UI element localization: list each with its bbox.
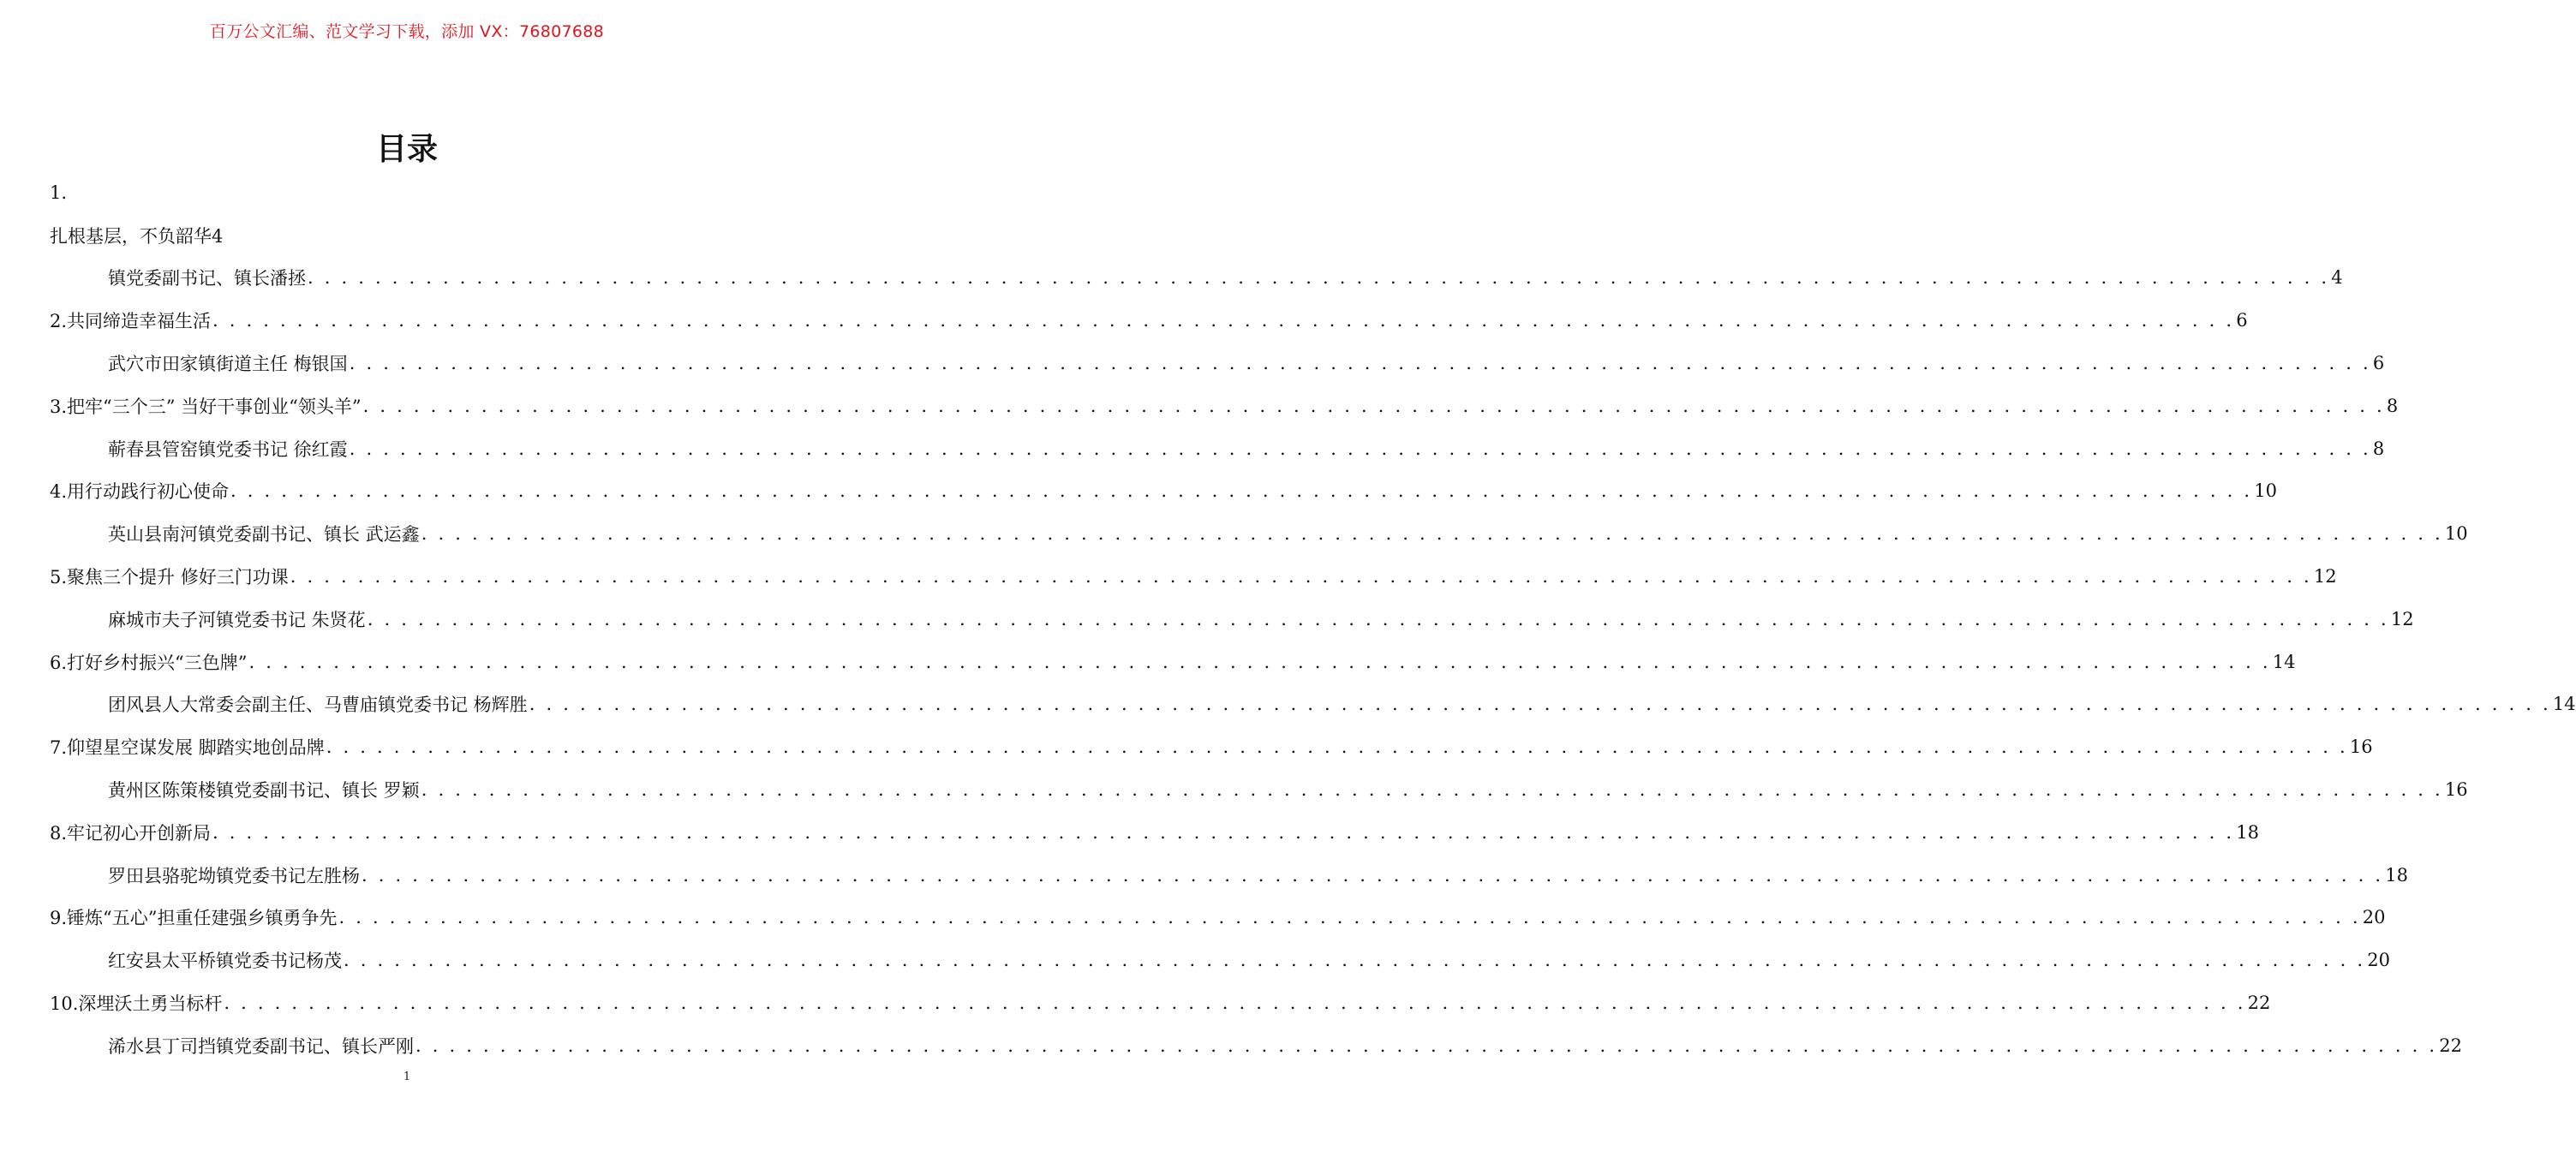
toc-subentry[interactable] — [50, 342, 2385, 385]
toc-entry-text: 罗田县骆驼坳镇党委书记左胜杨 — [108, 865, 360, 886]
toc-entry-text: 扎根基层，不负韶华4 — [50, 225, 224, 247]
page-number: 1 — [403, 1070, 411, 1083]
toc-subentry[interactable] — [50, 427, 2385, 470]
toc-entry-text: 5.聚焦三个提升 修好三门功课 — [50, 567, 289, 588]
toc-subentry[interactable] — [50, 1024, 2462, 1067]
toc-page-number: 4 — [2331, 267, 2343, 289]
toc-entry-text: 麻城市夫子河镇党委书记 朱贤花 — [108, 609, 366, 630]
toc-dot-leader: . . . . . . . . . . . . . . . . . . . . . . . . . . . . . . . . . . . . . . . . . . . . . . . . . . . . . . . . . . . . . . . . . . . . . . . . . . . . . . . . . . . . . . . . . . . . . . . . . . . . . . . . . . . . . . . . . . . . . . . . — [230, 480, 2253, 502]
toc-page-number: 8 — [2372, 438, 2385, 459]
toc-entry[interactable] — [50, 897, 2386, 939]
toc-dot-leader: . . . . . . . . . . . . . . . . . . . . . . . . . . . . . . . . . . . . . . . . . . . . . . . . . . . . . . . . . . . . . . . . . . . . . . . . . . . . . . . . . . . . . . . . . . . . . . . . . . . . . . . . . . . . . . . . . . . . . . . . — [421, 779, 2443, 801]
toc-page-number: 18 — [2385, 864, 2408, 886]
toc-entry[interactable] — [50, 725, 2373, 768]
toc-subentry[interactable] — [50, 683, 2576, 726]
toc-entry-text: 黄州区陈策楼镇党委副书记、镇长 罗颖 — [108, 780, 420, 802]
toc-page-number: 14 — [2552, 694, 2576, 715]
toc-entry[interactable] — [50, 214, 764, 257]
toc-dot-leader: . . . . . . . . . . . . . . . . . . . . . . . . . . . . . . . . . . . . . . . . . . . . . . . . . . . . . . . . . . . . . . . . . . . . . . . . . . . . . . . . . . . . . . . . . . . . . . . . . . . . . . . . . . . . . . . . . . . . . . . . — [326, 737, 2348, 758]
toc-page-number: 12 — [2390, 608, 2414, 629]
toc-entry-text: 10.深埋沃土勇当标杆 — [50, 993, 223, 1015]
toc-entry-text: 3.把牢“三个三” 当好干事创业“领头羊” — [50, 396, 362, 417]
toc-dot-leader: . . . . . . . . . . . . . . . . . . . . . . . . . . . . . . . . . . . . . . . . . . . . . . . . . . . . . . . . . . . . . . . . . . . . . . . . . . . . . . . . . . . . . . . . . . . . . . . . . . . . . . . . . . . . . . . . . . . . . . . . — [344, 950, 2366, 971]
toc-entry[interactable] — [50, 470, 2277, 513]
toc-entry-text: 团风县人大常委会副主任、马曹庙镇党委书记 杨辉胜 — [108, 695, 528, 716]
toc-dot-leader: . . . . . . . . . . . . . . . . . . . . . . . . . . . . . . . . . . . . . . . . . . . . . . . . . . . . . . . . . . . . . . . . . . . . . . . . . . . . . . . . . . . . . . . . . . . . . . . . . . . . . . . . . . . . . . . . . . . . . . . . — [415, 1035, 2438, 1056]
toc-entry[interactable] — [50, 981, 2271, 1024]
toc-dot-leader: . . . . . . . . . . . . . . . . . . . . . . . . . . . . . . . . . . . . . . . . . . . . . . . . . . . . . . . . . . . . . . . . . . . . . . . . . . . . . . . . . . . . . . . . . . . . . . . . . . . . . . . . . . . . . . . . . . . . . . . . — [349, 438, 2371, 459]
toc-dot-leader: . . . . . . . . . . . . . . . . . . . . . . . . . . . . . . . . . . . . . . . . . . . . . . . . . . . . . . . . . . . . . . . . . . . . . . . . . . . . . . . . . . . . . . . . . . . . . . . . . . . . . . . . . . . . . . . . . . . . . . . . — [212, 821, 2235, 843]
toc-subentry[interactable] — [50, 939, 2390, 981]
toc-page-number: 20 — [2362, 907, 2386, 928]
toc-entry[interactable] — [50, 171, 764, 214]
toc-entry-text: 1. — [50, 182, 68, 203]
toc-entry-text: 4.用行动践行初心使命 — [50, 481, 230, 503]
toc-entry[interactable] — [50, 299, 2248, 342]
toc-subentry[interactable] — [50, 598, 2414, 641]
toc-page-number: 14 — [2272, 651, 2296, 672]
toc-entry-text: 2.共同缔造幸福生活 — [50, 311, 212, 332]
toc-subentry[interactable] — [50, 768, 2468, 811]
toc-entry[interactable] — [50, 555, 2337, 598]
toc-dot-leader: . . . . . . . . . . . . . . . . . . . . . . . . . . . . . . . . . . . . . . . . . . . . . . . . . . . . . . . . . . . . . . . . . . . . . . . . . . . . . . . . . . . . . . . . . . . . . . . . . . . . . . . . . . . . . . . . . . . . . . . . — [421, 523, 2443, 545]
toc-dot-leader: . . . . . . . . . . . . . . . . . . . . . . . . . . . . . . . . . . . . . . . . . . . . . . . . . . . . . . . . . . . . . . . . . . . . . . . . . . . . . . . . . . . . . . . . . . . . . . . . . . . . . . . . . . . . . . . . . . . . . . . . — [529, 694, 2551, 715]
toc-dot-leader: . . . . . . . . . . . . . . . . . . . . . . . . . . . . . . . . . . . . . . . . . . . . . . . . . . . . . . . . . . . . . . . . . . . . . . . . . . . . . . . . . . . . . . . . . . . . . . . . . . . . . . . . . . . . . . . . . . . . . . . . — [290, 566, 2312, 587]
toc-entry-text: 8.牢记初心开创新局 — [50, 822, 212, 844]
toc-subentry[interactable] — [50, 257, 2343, 300]
toc-dot-leader: . . . . . . . . . . . . . . . . . . . . . . . . . . . . . . . . . . . . . . . . . . . . . . . . . . . . . . . . . . . . . . . . . . . . . . . . . . . . . . . . . . . . . . . . . . . . . . . . . . . . . . . . . . . . . . . . . . . . . . . . — [308, 267, 2330, 289]
toc-page-number: 18 — [2236, 821, 2259, 843]
toc-entry-text: 红安县太平桥镇党委书记杨茂 — [108, 951, 342, 972]
toc-page-number: 6 — [2236, 310, 2248, 331]
toc-dot-leader: . . . . . . . . . . . . . . . . . . . . . . . . . . . . . . . . . . . . . . . . . . . . . . . . . . . . . . . . . . . . . . . . . . . . . . . . . . . . . . . . . . . . . . . . . . . . . . . . . . . . . . . . . . . . . . . . . . . . . . . . — [248, 651, 2271, 672]
toc-dot-leader: . . . . . . . . . . . . . . . . . . . . . . . . . . . . . . . . . . . . . . . . . . . . . . . . . . . . . . . . . . . . . . . . . . . . . . . . . . . . . . . . . . . . . . . . . . . . . . . . . . . . . . . . . . . . . . . . . . . . . . . . — [362, 395, 2385, 416]
toc-dot-leader: . . . . . . . . . . . . . . . . . . . . . . . . . . . . . . . . . . . . . . . . . . . . . . . . . . . . . . . . . . . . . . . . . . . . . . . . . . . . . . . . . . . . . . . . . . . . . . . . . . . . . . . . . . . . . . . . . . . . . . . . — [224, 993, 2246, 1014]
toc-entry[interactable] — [50, 641, 2296, 683]
toc-entry-text: 浠水县丁司挡镇党委副书记、镇长严刚 — [108, 1035, 414, 1057]
toc-entry[interactable] — [50, 385, 2399, 427]
toc-page-number: 16 — [2349, 737, 2373, 758]
header-banner: 百万公文汇编、范文学习下载，添加 VX：76807688 — [209, 22, 605, 41]
toc-page-number: 12 — [2313, 566, 2337, 587]
toc-page-number: 22 — [2247, 993, 2271, 1014]
toc-dot-leader: . . . . . . . . . . . . . . . . . . . . . . . . . . . . . . . . . . . . . . . . . . . . . . . . . . . . . . . . . . . . . . . . . . . . . . . . . . . . . . . . . . . . . . . . . . . . . . . . . . . . . . . . . . . . . . . . . . . . . . . . — [338, 907, 2361, 928]
page-title: 目录 — [375, 132, 438, 167]
toc-entry-text: 6.打好乡村振兴“三色牌” — [50, 652, 248, 673]
toc-page-number: 10 — [2444, 523, 2468, 545]
toc-subentry[interactable] — [50, 854, 2408, 897]
toc-entry-text: 英山县南河镇党委副书记、镇长 武运鑫 — [108, 524, 420, 546]
toc-page-number: 8 — [2386, 395, 2399, 416]
toc-entry-text: 蕲春县管窑镇党委书记 徐红霞 — [108, 438, 348, 460]
toc-page-number: 22 — [2439, 1035, 2462, 1056]
toc-page-number: 10 — [2254, 480, 2277, 502]
toc-entry-text: 武穴市田家镇街道主任 梅银国 — [108, 354, 348, 375]
toc-entry[interactable] — [50, 811, 2259, 854]
toc-page-number: 16 — [2444, 779, 2468, 801]
toc-entry-text: 7.仰望星空谋发展 脚踏实地创品牌 — [50, 737, 325, 759]
toc-subentry[interactable] — [50, 512, 2468, 555]
table-of-contents — [50, 171, 2576, 1067]
toc-entry-text: 镇党委副书记、镇长潘拯 — [108, 268, 306, 289]
toc-dot-leader: . . . . . . . . . . . . . . . . . . . . . . . . . . . . . . . . . . . . . . . . . . . . . . . . . . . . . . . . . . . . . . . . . . . . . . . . . . . . . . . . . . . . . . . . . . . . . . . . . . . . . . . . . . . . . . . . . . . . . . . . — [212, 310, 2235, 331]
toc-dot-leader: . . . . . . . . . . . . . . . . . . . . . . . . . . . . . . . . . . . . . . . . . . . . . . . . . . . . . . . . . . . . . . . . . . . . . . . . . . . . . . . . . . . . . . . . . . . . . . . . . . . . . . . . . . . . . . . . . . . . . . . . — [349, 353, 2371, 374]
toc-page-number: 20 — [2367, 950, 2390, 971]
toc-dot-leader: . . . . . . . . . . . . . . . . . . . . . . . . . . . . . . . . . . . . . . . . . . . . . . . . . . . . . . . . . . . . . . . . . . . . . . . . . . . . . . . . . . . . . . . . . . . . . . . . . . . . . . . . . . . . . . . . . . . . . . . . — [367, 608, 2389, 629]
toc-entry-text: 9.锤炼“五心”担重任建强乡镇勇争先 — [50, 908, 338, 929]
toc-dot-leader: . . . . . . . . . . . . . . . . . . . . . . . . . . . . . . . . . . . . . . . . . . . . . . . . . . . . . . . . . . . . . . . . . . . . . . . . . . . . . . . . . . . . . . . . . . . . . . . . . . . . . . . . . . . . . . . . . . . . . . . . — [362, 864, 2384, 886]
toc-page-number: 6 — [2372, 353, 2385, 374]
